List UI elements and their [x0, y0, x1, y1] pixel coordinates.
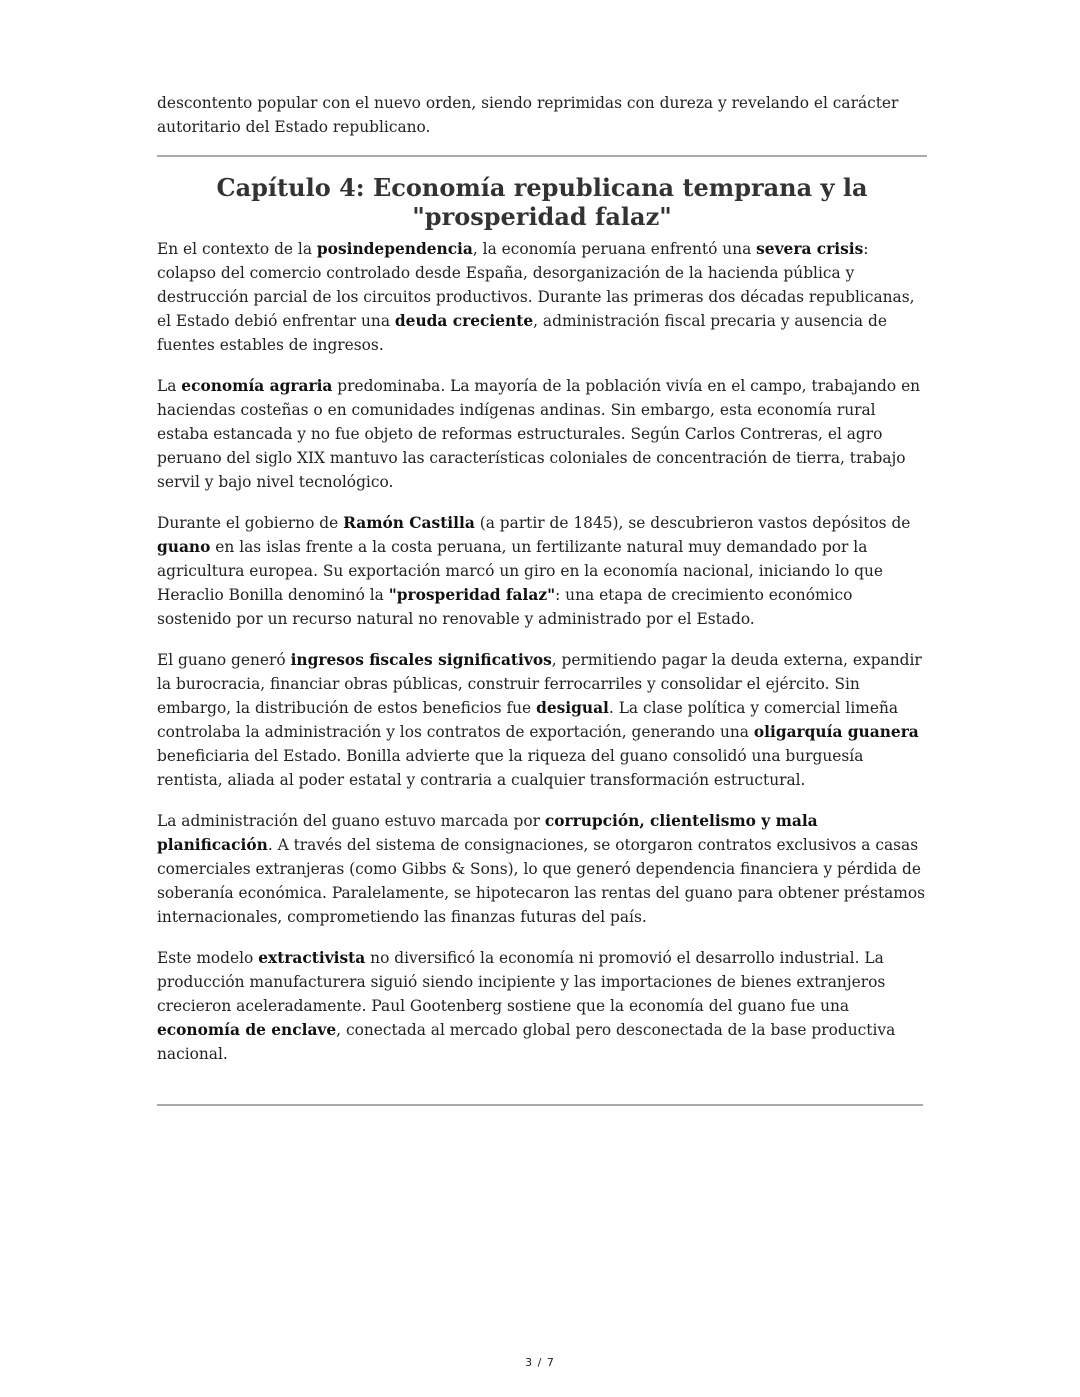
text-segment: no diversificó la economía ni promovió el desarrollo industrial. La producción manufacturera siguió siendo incipiente y las importaciones de bienes extranjeros crecieron aceleradamente. Paul Gootenberg sostiene que la economía del guano fue una [157, 949, 886, 1015]
text-segment: Durante el gobierno de [157, 514, 344, 532]
text-segment: , administración fiscal precaria y ausencia de fuentes estables de ingresos. [157, 312, 887, 354]
chapter-title: Capítulo 4: Economía republicana temprana y la "prosperidad falaz" [216, 173, 868, 231]
text-segment: : colapso del comercio controlado desde España, desorganización de la hacienda pública y destrucción parcial de los circuitos productivos. Durante las primeras dos décadas republicanas, el Estado debió enfrentar una [157, 240, 915, 330]
bold-term: deuda creciente [394, 312, 534, 330]
text-segment: En el contexto de la [157, 240, 317, 258]
chapter-paragraphs [157, 237, 927, 1066]
section-divider-bottom [157, 1104, 923, 1106]
text-segment: Este modelo [157, 949, 259, 967]
page-number: 3 / 7 [525, 1356, 555, 1369]
text-segment: beneficiaria del Estado. Bonilla advierte que la riqueza del guano consolidó una burguesía rentista, aliada al poder estatal y contraria a cualquier transformación estructural. [157, 747, 864, 789]
section-divider [157, 155, 927, 157]
intro-paragraph: descontento popular con el nuevo orden, siendo reprimidas con dureza y revelando el carácter autoritario del Estado republicano. [157, 94, 899, 136]
text-segment: La administración del guano estuvo marcada por [157, 812, 545, 830]
text-segment: en las islas frente a la costa peruana, un fertilizante natural muy demandado por la agricultura europea. Su exportación marcó un giro en la economía nacional, iniciando lo que Heraclio Bonilla denominó la [157, 538, 884, 604]
bold-term: guano [157, 538, 211, 556]
bold-term: economía de enclave [157, 1021, 337, 1039]
bold-term: corrupción, clientelismo y mala planificación [157, 812, 818, 854]
text-segment: El guano generó [157, 651, 291, 669]
bold-term: Ramón Castilla [343, 514, 475, 532]
text-segment: , la economía peruana enfrentó una [472, 240, 757, 258]
bold-term: posindependencia [316, 240, 473, 258]
text-segment: , permitiendo pagar la deuda externa, expandir la burocracia, financiar obras públicas, construir ferrocarriles y consolidar el ejército. Sin embargo, la distribución de estos beneficios fue [157, 651, 922, 717]
paragraph [157, 374, 927, 494]
text-segment: : una etapa de crecimiento económico sostenido por un recurso natural no renovable y administrado por el Estado. [157, 586, 853, 628]
document-body [157, 91, 927, 1083]
text-segment: (a partir de 1845), se descubrieron vastos depósitos de [474, 514, 911, 532]
paragraph [157, 648, 927, 792]
text-segment: . A través del sistema de consignaciones, se otorgaron contratos exclusivos a casas comerciales extranjeras (como Gibbs & Sons), lo que generó dependencia financiera y pérdida de soberanía económica. Paralelamente, se hipotecaron las rentas del guano para obtener préstamos internacionales, comprometiendo las finanzas futuras del país. [157, 836, 926, 926]
bold-term: severa crisis [756, 240, 864, 258]
text-segment: , conectada al mercado global pero desconectada de la base productiva nacional. [157, 1021, 896, 1063]
bold-term: oligarquía guanera [753, 723, 919, 741]
paragraph [157, 237, 927, 357]
paragraph [157, 511, 927, 631]
bold-term: economía agraria [181, 377, 333, 395]
text-segment: . La clase política y comercial limeña controlaba la administración y los contratos de exportación, generando una [157, 699, 899, 741]
paragraph [157, 946, 927, 1066]
bold-term: "prosperidad falaz" [388, 586, 556, 604]
bold-term: ingresos fiscales significativos [290, 651, 552, 669]
text-segment: predominaba. La mayoría de la población vivía en el campo, trabajando en haciendas costeñas o en comunidades indígenas andinas. Sin embargo, esta economía rural estaba estancada y no fue objeto de reformas estructurales. Según Carlos Contreras, el agro peruano del siglo XIX mantuvo las características coloniales de concentración de tierra, trabajo servil y bajo nivel tecnológico. [157, 377, 921, 491]
bold-term: desigual [536, 699, 609, 717]
paragraph [157, 809, 927, 929]
bold-term: extractivista [258, 949, 366, 967]
text-segment: La [157, 377, 182, 395]
